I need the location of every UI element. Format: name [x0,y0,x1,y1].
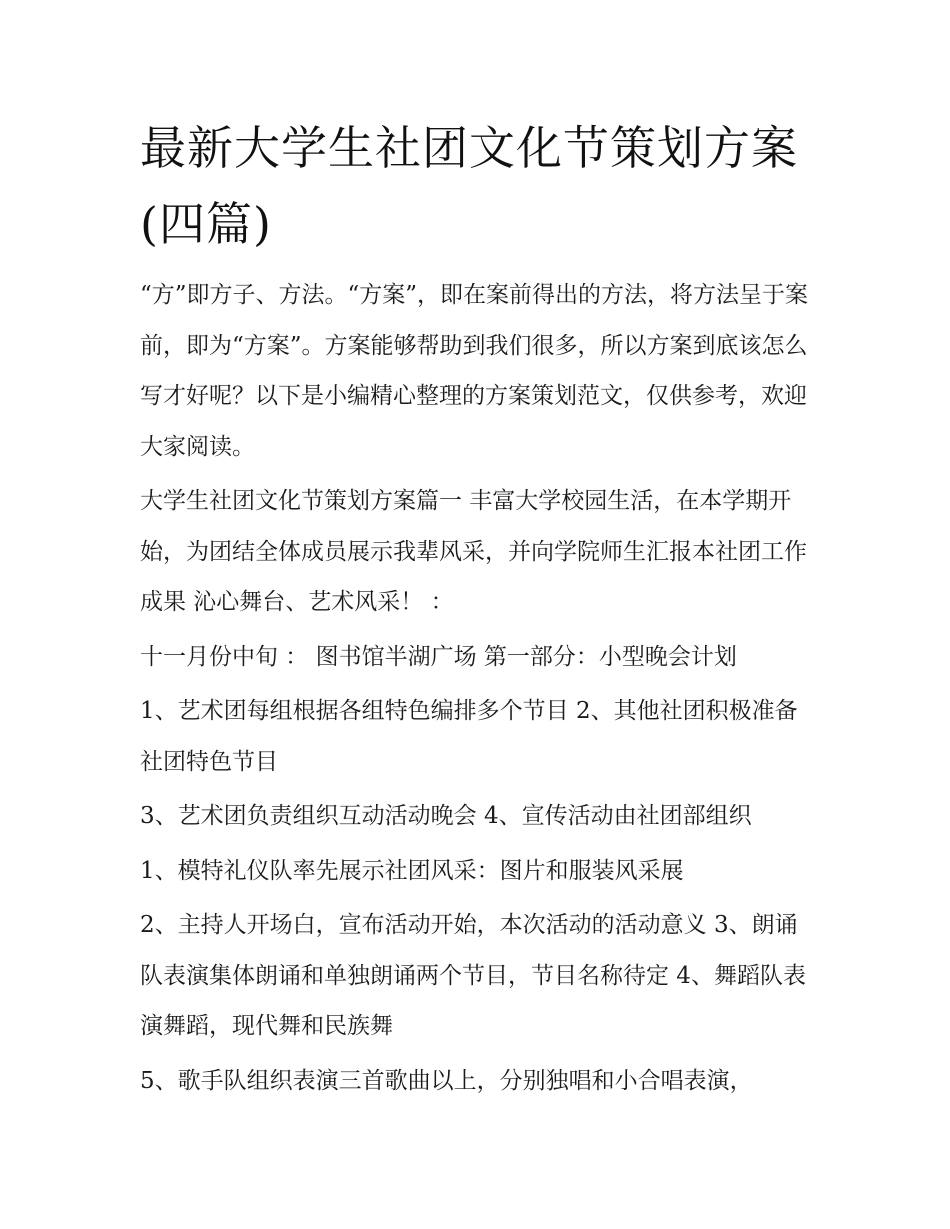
document-title: 最新大学生社团文化节策划方案(四篇) [140,121,798,251]
document-page [140,110,820,1110]
time-place-paragraph: 十一月份中旬 ： 图书馆半湖广场 第一部分：小型晚会计划 [140,643,737,670]
list-item: 1、模特礼仪队率先展示社团风采：图片和服装风采展 [140,857,684,884]
list-item: 1、艺术团每组根据各组特色编排多个节目 2、其他社团积极准备社团特色节目 [140,698,798,775]
intro-paragraph: “方”即方子、方法。“方案”，即在案前得出的方法，将方法呈于案前，即为“方案”。方案能够帮助到我们很多，所以方案到底该怎么写才好呢？以下是小编精心整理的方案策划范文，仅供参考，欢迎大家阅读。 [140,282,809,460]
list-item: 5、歌手队组织表演三首歌曲以上，分别独唱和小合唱表演， [140,1067,753,1094]
list-item: 2、主持人开场白，宣布活动开始，本次活动的活动意义 3、朗诵队表演集体朗诵和单独朗诵两个节目，节目名称待定 4、舞蹈队表演舞蹈，现代舞和民族舞 [140,912,806,1039]
section-one-paragraph: 大学生社团文化节策划方案篇一 丰富大学校园生活，在本学期开始，为团结全体成员展示我辈风采，并向学院师生汇报本社团工作成果 沁心舞台、艺术风采！ ： [140,488,807,615]
list-item: 3、艺术团负责组织互动活动晚会 4、宣传活动由社团部组织 [140,803,752,829]
